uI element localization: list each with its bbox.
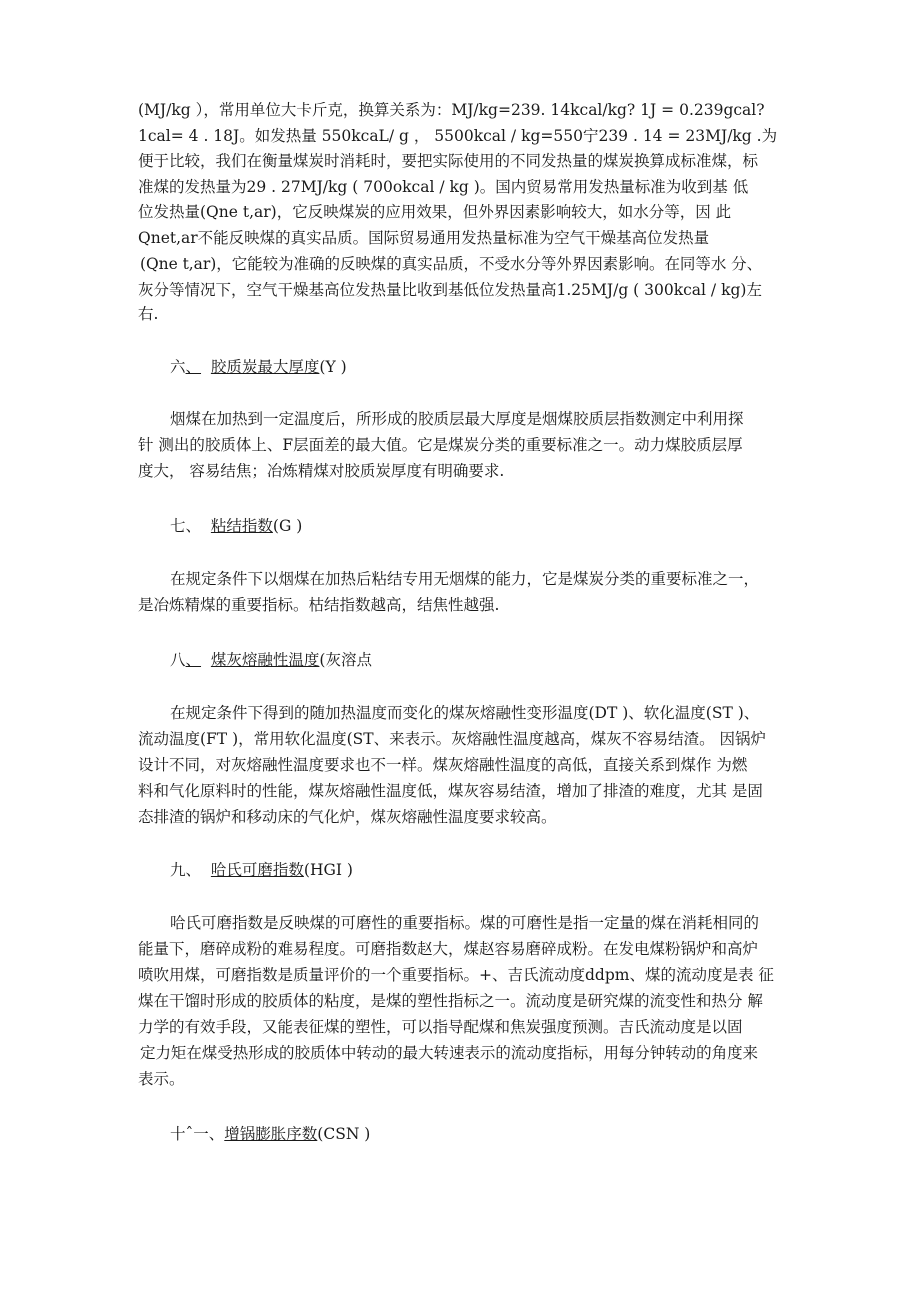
- section-code: (灰溶点: [319, 651, 372, 669]
- section-code: (CSN ): [317, 1125, 371, 1143]
- section-9-line: 表示。: [138, 1070, 185, 1088]
- intro-line: Qnet,ar不能反映煤的真实品质。国际贸易通用发热量标准为空气干燥基高位发热量: [138, 229, 710, 247]
- section-number: 七: [170, 517, 186, 535]
- section-number: 八: [170, 651, 186, 669]
- intro-line: 位发热量(Qne t,ar)，它反映煤炭的应用效果，但外界因素影响较大，如水分等，因 此: [138, 203, 732, 221]
- section-9-line: 煤在干馏时形成的胶质体的粘度，是煤的塑性指标之一。流动度是研究煤的流变性和热分 解: [138, 992, 763, 1010]
- intro-line: 准煤的发热量为29 . 27MJ/kg ( 700okcal / kg )。国内贸易常用发热量标准为收到基 低: [138, 178, 749, 196]
- section-heading-6: [170, 357, 347, 377]
- section-separator: 、: [185, 358, 202, 376]
- intro-line: 便于比较，我们在衡量煤炭时消耗时，要把实际使用的不同发热量的煤炭换算成标准煤，标: [138, 152, 759, 170]
- section-separator: 、: [185, 517, 202, 535]
- section-title: 粘结指数: [210, 517, 273, 535]
- section-code: (G ): [272, 517, 303, 535]
- section-code: (Y ): [319, 358, 347, 376]
- section-number: 九: [170, 861, 186, 879]
- section-9-line: 哈氏可磨指数是反映煤的可磨性的重要指标。煤的可磨性是指一定量的煤在消耗相同的: [170, 914, 760, 932]
- intro-line: (MJ/kg ），常用单位大卡斤克，换算关系为：MJ/kg=239. 14kcal/kg? 1J = 0.239gcal?: [138, 101, 765, 119]
- section-9-line: 能量下，磨碎成粉的难易程度。可磨指数赵大，煤赵容易磨碎成粉。在发电煤粉锅炉和高炉: [138, 940, 759, 958]
- section-number: 十ˆ一: [170, 1125, 209, 1143]
- section-heading-8: [170, 650, 372, 670]
- section-title: 增锅膨胀序数: [224, 1125, 318, 1143]
- section-title: 哈氏可磨指数: [210, 861, 304, 879]
- section-number: 六: [170, 358, 186, 376]
- section-7-line: 在规定条件下以烟煤在加热后粘结专用无烟煤的能力，它是煤炭分类的重要标准之一，: [170, 570, 760, 588]
- section-9-line: 定力矩在煤受热形成的胶质体中转动的最大转速表示的流动度指标，用每分钟转动的角度来: [140, 1044, 758, 1062]
- section-6-line: 烟煤在加热到一定温度后，所形成的胶质层最大厚度是烟煤胶质层指数测定中利用探: [170, 410, 744, 428]
- section-8-line: 态排渣的锅炉和移动床的气化炉，煤灰熔融性温度要求较高。: [138, 808, 557, 826]
- section-8-line: 流动温度(FT )，常用软化温度(ST、来表示。灰熔融性温度越高，煤灰不容易结渣。 因锅炉: [138, 730, 767, 748]
- section-9-line: 喷吹用煤，可磨指数是质量评价的一个重要指标。+、吉氏流动度ddpm、煤的流动度是表 征: [138, 966, 774, 984]
- section-heading-7: [170, 516, 302, 536]
- section-6-line: 针 测出的胶质体上、F层面差的最大值。它是煤炭分类的重要标准之一。动力煤胶质层厚: [138, 436, 743, 454]
- intro-line: (Qne t,ar)，它能较为准确的反映煤的真实品质，不受水分等外界因素影响。在同等水 分、: [140, 255, 763, 273]
- section-8-line: 料和气化原料时的性能，煤灰熔融性温度低，煤灰容易结渣，增加了排渣的难度，尤其 是固: [138, 782, 763, 800]
- section-title: 煤灰熔融性温度: [210, 651, 320, 669]
- section-heading-11: [170, 1124, 370, 1144]
- section-code: (HGI ): [303, 861, 353, 879]
- intro-line: 1cal= 4 . 18J。如发热量 550kcaL/ g ， 5500kcal / kg=550宁239 . 14 = 23MJ/kg .为: [138, 127, 778, 145]
- section-separator: 、: [208, 1125, 225, 1143]
- section-separator: 、: [185, 861, 202, 879]
- section-separator: 、: [185, 651, 202, 669]
- section-heading-9: [170, 860, 353, 880]
- section-6-line: 度大， 容易结焦；冶炼精煤对胶质炭厚度有明确要求.: [138, 462, 505, 480]
- intro-line: 灰分等情况下，空气干燥基高位发热量比收到基低位发热量高1.25MJ/g ( 300kcal / kg)左: [138, 281, 762, 299]
- section-8-line: 在规定条件下得到的随加热温度而变化的煤灰熔融性变形温度(DT )、软化温度(ST )、: [170, 704, 760, 722]
- section-title: 胶质炭最大厚度: [210, 358, 320, 376]
- section-8-line: 设计不同，对灰熔融性温度要求也不一样。煤灰熔融性温度的高低，直接关系到煤作 为燃: [138, 756, 748, 774]
- section-7-line: 是冶炼精煤的重要指标。枯结指数越高，结焦性越强.: [138, 596, 500, 614]
- section-9-line: 力学的有效手段，又能表征煤的塑性，可以指导配煤和焦炭强度预测。吉氏流动度是以固: [138, 1018, 743, 1036]
- intro-line: 右.: [138, 305, 159, 323]
